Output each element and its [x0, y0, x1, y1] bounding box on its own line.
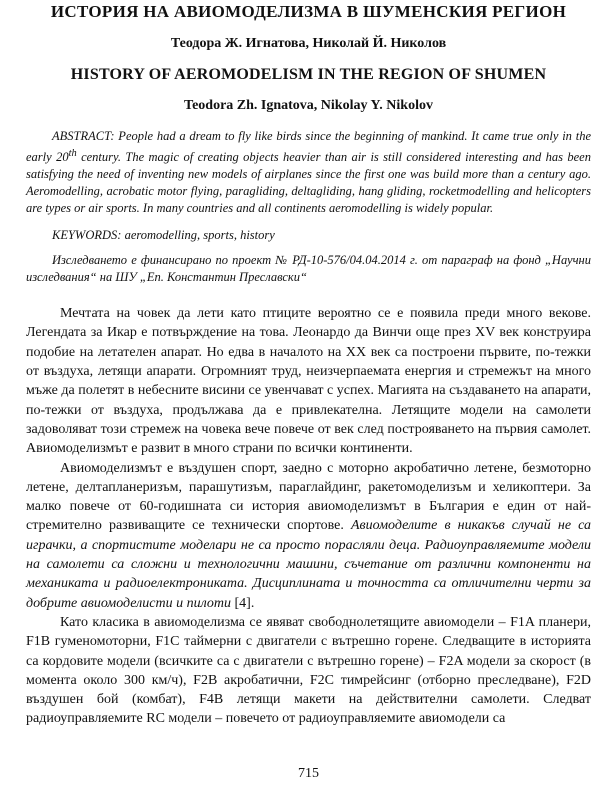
body-paragraph-2-italic: Авиомоделите в никакъв случай не са играчки, а спортистите моделари не са просто порасляли деца. Радиоуправляемите модели на самолети са сложни и технологични машини, съчетание от различни компоненти на механиката и радиоелектрониката. Дисциплината и точността са отличителни черти за добрите авиомоделисти и пилоти: [26, 518, 591, 611]
authors-english: Teodora Zh. Ignatova, Nikolay Y. Nikolov: [184, 98, 433, 113]
body-paragraph-2-text: Авиомоделизмът е въздушен спорт, заедно с моторно акробатично летене, безмоторно летене, делтапланеризъм, парашутизъм, параглайдинг, ракетомоделизъм и хеликоптери. За малко повече от 60-годишната си история авиомоделизмът в България е един от най-стремително развиващите се технически спортове.: [26, 460, 591, 534]
funding-note: Изследването е финансирано по проект № РД-10-576/04.04.2014 г. от параграф на фонд „Научни изследвания“ на ШУ „Еп. Константин Преславски“: [26, 253, 591, 285]
authors-bulgarian: Теодора Ж. Игнатова, Николай Й. Николов: [170, 36, 447, 51]
citation-reference: [4].: [231, 595, 255, 611]
page-number: 715: [298, 766, 319, 781]
title-english: HISTORY OF AEROMODELISM IN THE REGION OF SHUMEN: [70, 66, 547, 83]
abstract-superscript: th: [68, 148, 77, 159]
keywords: KEYWORDS: aeromodelling, sports, history: [52, 228, 275, 243]
abstract: [26, 128, 591, 217]
title-bulgarian: ИСТОРИЯ НА АВИОМОДЕЛИЗМА В ШУМЕНСКИЯ РЕГИОН: [50, 2, 567, 21]
body-paragraph-1: Мечтата на човек да лети като птиците вероятно се е появила преди много векове. Легендата за Икар е потвърждение на това. Леонардо да Винчи още през XV век конструира подобие на летателен апарат. Но едва в началото на XX век са построени първите, по-тежки от въздуха, летящи апарати. Огромният труд, неизчерпаемата енергия и стремежът на много мъже да полетят в небесните висини се увенчават с успех. Магията на създаването на апарати, по-тежки от въздуха, продължава да е привлекателна. Летящите модели на самолети задоволяват този стремеж на човека вече повече от век след построяването на първия самолет. Авиомоделизмът е развит в много страни по всички континенти.: [26, 306, 591, 457]
body-paragraph-2: [26, 459, 591, 613]
abstract-text-start: ABSTRACT: People had a dream to fly like birds since the beginning of mankind. It came true only in the early 20: [26, 129, 591, 165]
paper-page: [26, 0, 591, 800]
abstract-text-end: century. The magic of creating objects heavier than air is still considered interesting and has been satisfying the need of inventing new models of airplanes since the first one was build more than a century ago. Aeromodelling, acrobatic motor flying, paragliding, deltagliding, hang gliding, rocketmodelling and helicopters are types or air sports. In many countries and all continents aeromodelling is widely popular.: [26, 150, 591, 216]
body-paragraph-3: Като класика в авиомоделизма се явяват свободнолетящите авиомодели – F1A планери, F1B гуменомоторни, F1C таймерни с двигатели с вътрешно горене. Следващите в историята са кордовите модели (всичките са с двигатели с вътрешно горене) – F2A модели за скорост (в момента около 300 км/ч), F2B акробатични, F2C тимрейсинг (отборно преследване), F2D въздушен бой (комбат), F4B летящи макети на действителни самолети. Следват радиоуправляемите RC модели – повечето от радиоуправляемите авиомодели са: [26, 614, 591, 727]
